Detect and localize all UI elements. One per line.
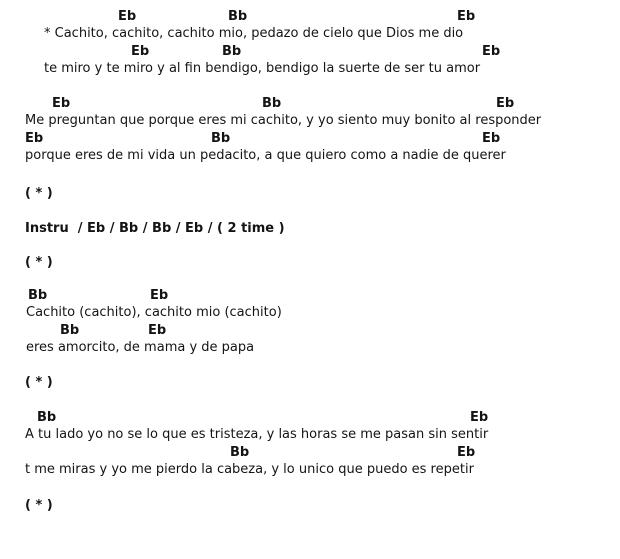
instrumental-line: Instru / Eb / Bb / Bb / Eb / ( 2 time ) xyxy=(25,221,285,236)
section-repeat-marker: ( * ) xyxy=(25,255,53,270)
chord-line xyxy=(0,132,620,147)
chord-label: Eb xyxy=(148,323,167,338)
lyric-line: A tu lado yo no se lo que es tristeza, y las horas se me pasan sin sentir xyxy=(25,427,489,442)
chord-line xyxy=(0,97,620,112)
section-repeat-marker: ( * ) xyxy=(25,498,53,513)
chord-label: Bb xyxy=(211,131,231,146)
lyric-line: porque eres de mi vida un pedacito, a que quiero como a nadie de querer xyxy=(25,148,506,163)
section-repeat-marker: ( * ) xyxy=(25,186,53,201)
chord-label: Eb xyxy=(25,131,44,146)
chord-line xyxy=(0,411,620,426)
lyric-line: Cachito (cachito), cachito mio (cachito) xyxy=(26,305,282,320)
lyric-line: Me preguntan que porque eres mi cachito, y yo siento muy bonito al responder xyxy=(25,113,542,128)
lyric-line: eres amorcito, de mama y de papa xyxy=(26,340,255,355)
lyric-line: te miro y te miro y al fin bendigo, bendigo la suerte de ser tu amor xyxy=(44,61,481,76)
chord-label: Eb xyxy=(457,445,476,460)
chord-label: Bb xyxy=(230,445,250,460)
chord-label: Bb xyxy=(228,9,248,24)
chord-label: Eb xyxy=(52,96,71,111)
chord-label: Eb xyxy=(470,410,489,425)
chord-label: Eb xyxy=(482,44,501,59)
lyric-line: * Cachito, cachito, cachito mio, pedazo de cielo que Dios me dio xyxy=(44,26,464,41)
chord-label: Bb xyxy=(37,410,57,425)
chord-label: Eb xyxy=(496,96,515,111)
chord-label: Bb xyxy=(28,288,48,303)
chord-line xyxy=(0,10,620,25)
chord-label: Eb xyxy=(118,9,137,24)
chord-line xyxy=(0,289,620,304)
chord-label: Eb xyxy=(457,9,476,24)
chord-label: Eb xyxy=(482,131,501,146)
chord-label: Bb xyxy=(262,96,282,111)
lyric-line: t me miras y yo me pierdo la cabeza, y lo unico que puedo es repetir xyxy=(25,462,474,477)
chord-line xyxy=(0,446,620,461)
chord-label: Bb xyxy=(60,323,80,338)
chord-label: Bb xyxy=(222,44,242,59)
chord-line xyxy=(0,45,620,60)
chord-label: Eb xyxy=(131,44,150,59)
chord-label: Eb xyxy=(150,288,169,303)
chord-line xyxy=(0,324,620,339)
section-repeat-marker: ( * ) xyxy=(25,375,53,390)
